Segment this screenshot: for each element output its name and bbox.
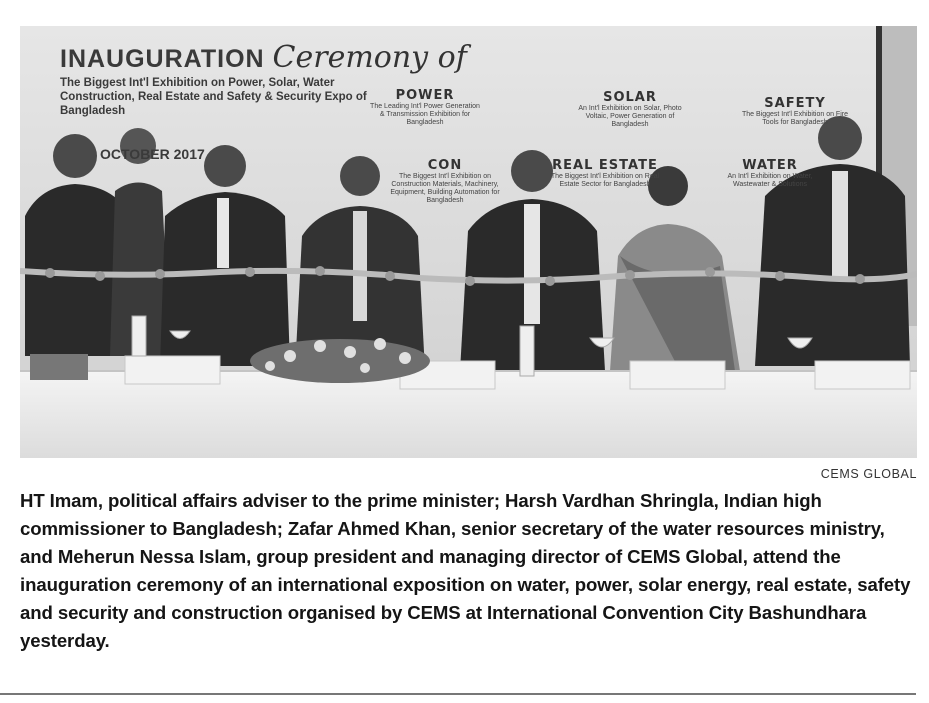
exhibitor-power: [370, 88, 480, 127]
exhibitor-logo: POWER: [395, 88, 455, 103]
exhibitor-text: The Leading Int'l Power Generation & Transmission Exhibition for Bangladesh: [370, 103, 480, 126]
exhibitor-solar: [575, 90, 685, 129]
exhibitor-con: [390, 158, 500, 205]
banner-subtitle: The Biggest Int'l Exhibition on Power, Solar, Water Construction, Real Estate and Safety & Security Expo of Bangladesh: [60, 77, 367, 117]
exhibitor-logo: WATER: [742, 158, 798, 173]
exhibitor-text: An Int'l Exhibition on Solar, Photo Voltaic, Power Generation of Bangladesh: [578, 105, 682, 128]
exhibitor-logo: SAFETY: [764, 96, 826, 111]
exhibitor-logo: CON: [427, 158, 463, 173]
banner-title-script: Ceremony of: [272, 40, 467, 75]
banner-date: OCTOBER 2017: [100, 146, 205, 162]
exhibitor-text: The Biggest Int'l Exhibition on Construction Materials, Machinery, Equipment, Building Automation for Bangladesh: [390, 173, 500, 204]
exhibitor-text: The Biggest Int'l Exhibition on Fire Tools for Bangladesh: [741, 111, 848, 126]
exhibitor-text: An Int'l Exhibition on Water, Wastewater & Solutions: [727, 173, 813, 188]
banner-title: [60, 40, 467, 75]
exhibitor-water: [715, 158, 825, 189]
exhibitor-realestate: [550, 158, 660, 189]
divider: [0, 693, 916, 695]
banner-title-text: INAUGURATION: [60, 45, 265, 73]
exhibitor-logo: REAL ESTATE: [552, 158, 658, 173]
news-photo: [20, 26, 917, 458]
exhibitor-safety: [740, 96, 850, 127]
photo-credit: CEMS GLOBAL: [820, 467, 917, 481]
exhibitor-logo: SOLAR: [603, 90, 657, 105]
photo-caption: HT Imam, political affairs adviser to the prime minister; Harsh Vardhan Shringla, Indian high commissioner to Bangladesh; Zafar Ahmed Khan, senior secretary of the water resources ministry, and Meherun Nessa Islam, group president and managing director of CEMS Global, attend the inauguration ceremony of an international exposition on water, power, solar energy, real estate, safety and security and construction organised by CEMS at International Convention City Bashundhara yesterday.: [20, 490, 911, 651]
exhibitor-text: The Biggest Int'l Exhibition on Real Estate Sector for Bangladesh: [550, 173, 660, 188]
